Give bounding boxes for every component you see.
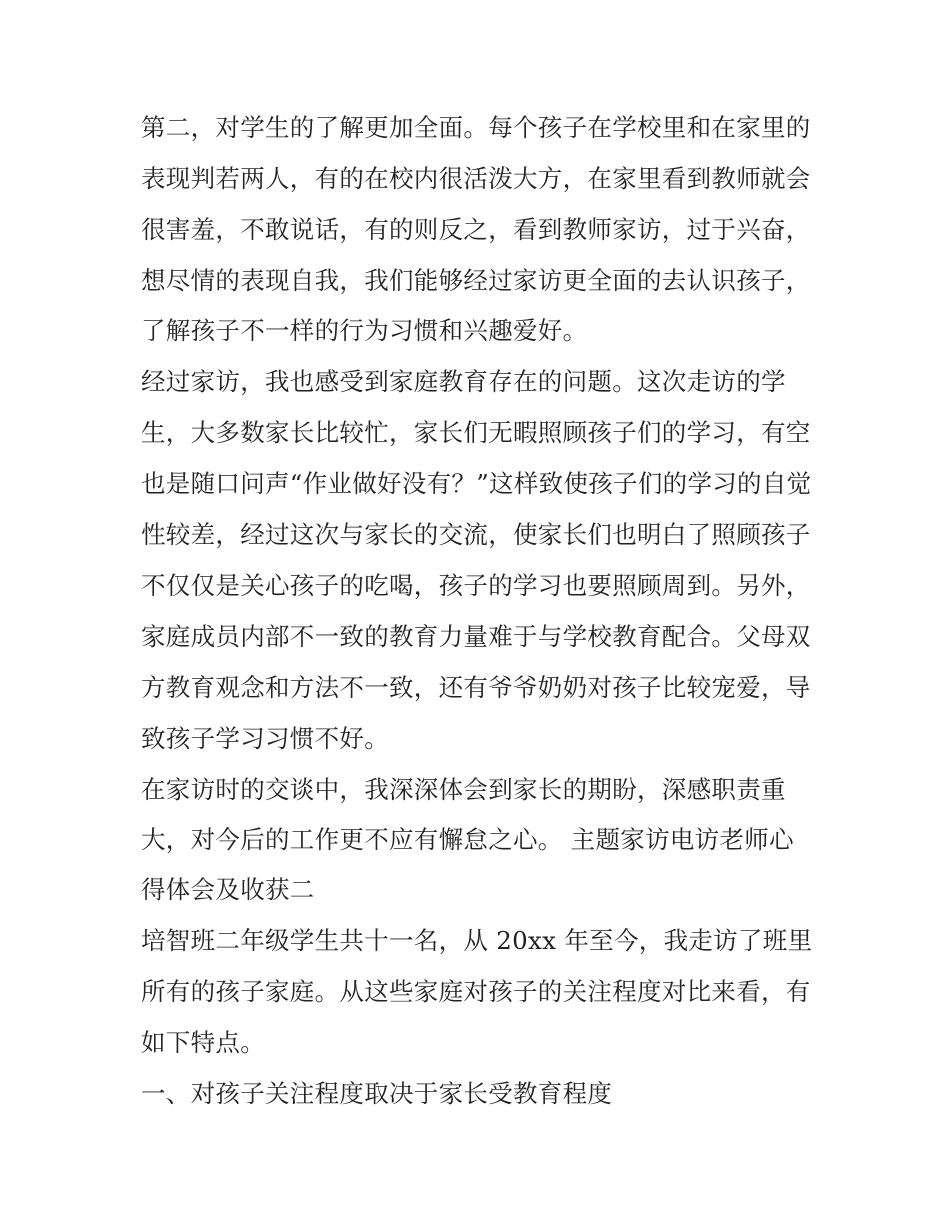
text-line: 大，对今后的工作更不应有懈怠之心。 主题家访电访老师心	[141, 825, 794, 854]
text-line: 也是随口问声“作业做好没有？”这样致使孩子们的学习的自觉	[141, 469, 812, 498]
text-line: 性较差，经过这次与家长的交流，使家长们也明白了照顾孩子	[141, 520, 811, 549]
text-line: 很害羞，不敢说话，有的则反之，看到教师家访，过于兴奋，	[141, 215, 811, 244]
text-line: 如下特点。	[141, 1028, 265, 1057]
text-line: 了解孩子不一样的行为习惯和兴趣爱好。	[141, 316, 588, 345]
text-line: 第二，对学生的了解更加全面。每个孩子在学校里和在家里的	[141, 113, 811, 142]
text-line: 一、对孩子关注程度取决于家长受教育程度	[141, 1079, 613, 1108]
text-line: 方教育观念和方法不一致，还有爷爷奶奶对孩子比较宠爱，导	[141, 673, 811, 702]
text-line: 经过家访，我也感受到家庭教育存在的问题。这次走访的学	[141, 367, 786, 396]
text-line: 表现判若两人，有的在校内很活泼大方，在家里看到教师就会	[141, 164, 811, 193]
text-line: 致孩子学习习惯不好。	[141, 724, 389, 753]
text-line: 所有的孩子家庭。从这些家庭对孩子的关注程度对比来看，有	[141, 977, 811, 1006]
text-line: 培智班二年级学生共十一名，从 20xx 年至今，我走访了班里	[141, 926, 813, 955]
text-line: 想尽情的表现自我，我们能够经过家访更全面的去认识孩子，	[141, 266, 811, 295]
text-line: 不仅仅是关心孩子的吃喝，孩子的学习也要照顾周到。另外，	[141, 571, 811, 600]
text-line: 家庭成员内部不一致的教育力量难于与学校教育配合。父母双	[141, 622, 811, 651]
text-line: 在家访时的交谈中，我深深体会到家长的期盼，深感职责重	[141, 775, 786, 804]
text-line: 得体会及收获二	[141, 875, 315, 904]
text-line: 生，大多数家长比较忙，家长们无暇照顾孩子们的学习，有空	[141, 418, 811, 447]
